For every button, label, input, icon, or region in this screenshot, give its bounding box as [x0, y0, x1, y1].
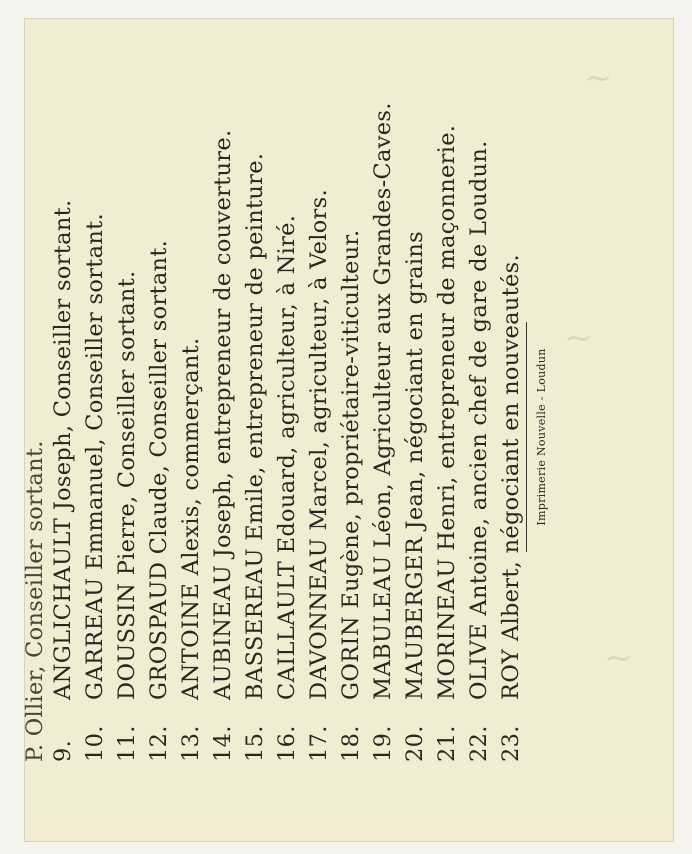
list-item: 15.BASSEREAU Emile, entrepreneur de peinture. [242, 152, 268, 762]
rotated-text-block [22, 32, 548, 762]
list-item: 19.MABULEAU Léon, Agriculteur aux Grandes-Caves. [370, 102, 396, 762]
list-item: 12.GROSPAUD Claude, Conseiller sortant. [146, 239, 172, 762]
bleed-through-mark: ~ [564, 318, 593, 358]
list-item: 11.DOUSSIN Pierre, Conseiller sortant. [114, 270, 140, 762]
list-item: 22.OLIVE Antoine, ancien chef de gare de Loudun. [466, 140, 492, 762]
list-item: 9.ANGLICHAULT Joseph, Conseiller sortant. [50, 199, 76, 762]
list-item: 21.MORINEAU Henri, entrepreneur de maçonnerie. [434, 124, 460, 762]
bleed-through-mark: ~ [584, 58, 613, 98]
list-item: 14.AUBINEAU Joseph, entrepreneur de couverture. [210, 129, 236, 762]
list-item: 23.ROY Albert, négociant en nouveautés. [498, 254, 524, 762]
bleed-through-mark: ~ [604, 638, 633, 678]
partial-list-line: P. Ollier, Conseiller sortant. [22, 440, 48, 762]
list-item: 13.ANTOINE Alexis, commerçant. [178, 337, 204, 762]
list-item: 16.CAILLAULT Edouard, agriculteur, à Niré. [274, 214, 300, 762]
list-item: 10.GARREAU Emmanuel, Conseiller sortant. [82, 213, 108, 762]
list-item: 20.MAUBERGER Jean, négociant en grains [402, 230, 428, 762]
printer-imprint: Imprimerie Nouvelle - Loudun [526, 322, 548, 552]
list-item: 17.DAVONNEAU Marcel, agriculteur, à Velors. [306, 189, 332, 762]
list-item: 18.GORIN Eugène, propriétaire-viticulteur. [338, 229, 364, 762]
